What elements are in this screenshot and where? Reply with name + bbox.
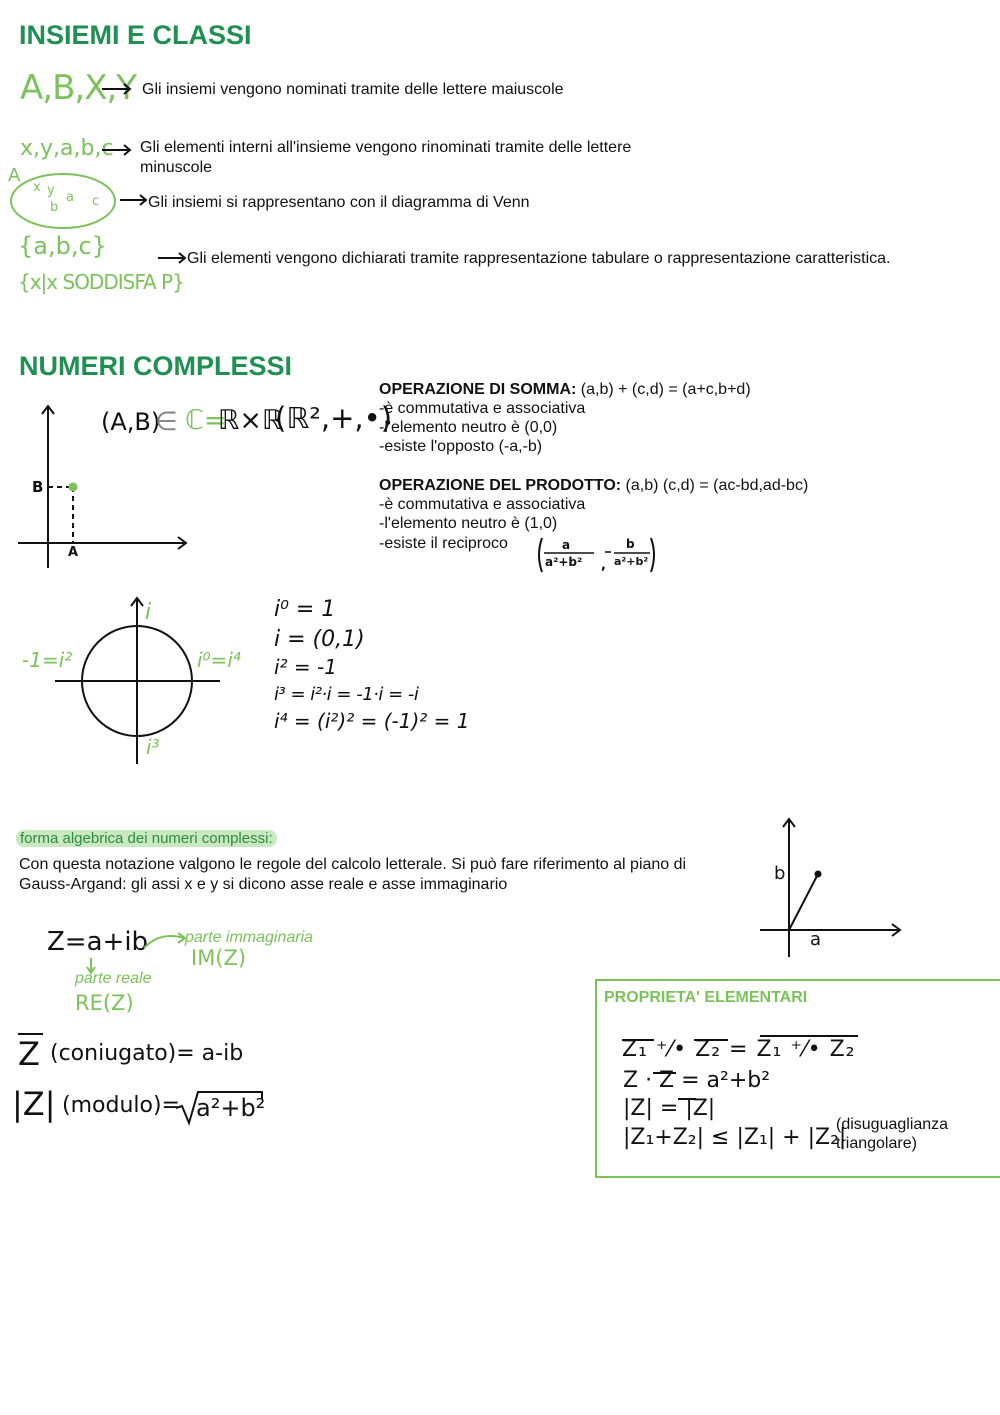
product-prop-2: -l'elemento neutro è (1,0)	[379, 515, 558, 532]
gauss-label-a: a	[810, 929, 822, 950]
power-i1: i = (0,1)	[274, 627, 365, 652]
reciprocal-num-b: b	[626, 537, 635, 551]
arrow-icon	[102, 143, 132, 157]
algebraic-text-2: Gauss-Argand: gli assi x e y si dicono asse reale e asse immaginario	[19, 876, 508, 893]
modulus-radicand: a²+b²	[196, 1094, 266, 1122]
gauss-label-b: b	[774, 863, 786, 884]
formula-structure: (ℝ²,+,•)	[275, 401, 393, 435]
conjugate-formula: (coniugato)= a-ib	[50, 1041, 244, 1066]
venn-element-a: a	[66, 190, 74, 205]
circle-label-right: i⁰=i⁴	[197, 648, 241, 672]
sum-title: OPERAZIONE DI SOMMA:	[379, 381, 577, 398]
venn-element-c: c	[92, 194, 100, 209]
gauss-plane	[758, 815, 906, 960]
plane-label-b: B	[32, 478, 44, 496]
reciprocal-num-a: a	[562, 538, 571, 552]
venn-diagram	[10, 172, 120, 230]
venn-element-y: y	[47, 183, 55, 198]
text-lowercase-1: Gli elementi interni all'insieme vengono rinominati tramite delle lettere	[140, 139, 632, 156]
circle-label-left: -1=i²	[22, 648, 73, 672]
section-title-complex: NUMERI COMPLESSI	[19, 351, 293, 381]
circle-label-bottom: i³	[146, 735, 160, 759]
hand-characteristic: {x|x SODDISFA P}	[18, 270, 184, 294]
property-4-note-2: triangolare)	[836, 1135, 917, 1152]
formula-complex-set: ℂ=	[185, 405, 227, 436]
modulus-formula: (modulo)=	[62, 1093, 180, 1118]
property-4: |Z₁+Z₂| ≤ |Z₁| + |Z₂|	[623, 1125, 847, 1150]
property-1: Z₁ ⁺⁄• Z₂ = Z₁ ⁺⁄• Z₂	[622, 1037, 856, 1062]
sum-formula: (a,b) + (c,d) = (a+c,b+d)	[576, 381, 751, 398]
product-formula: (a,b) (c,d) = (ac-bd,ad-bc)	[621, 477, 809, 494]
reciprocal-den-b: a²+b²	[614, 555, 649, 568]
real-part-label: parte reale	[75, 970, 152, 987]
algebraic-text-1: Con questa notazione valgono le regole del calcolo letterale. Si può fare riferimento al piano di	[19, 856, 687, 873]
venn-element-b: b	[50, 200, 59, 215]
product-operation-line	[379, 476, 808, 496]
sum-prop-2: -l'elemento neutro è (0,0)	[379, 419, 558, 436]
power-i0: i⁰ = 1	[274, 597, 336, 622]
real-part-hand: RE(Z)	[75, 991, 134, 1015]
text-venn: Gli insiemi si rappresentano con il diagramma di Venn	[148, 194, 530, 211]
reciprocal-den-a: a²+b²	[545, 555, 583, 569]
property-3: |Z| = |Z|	[623, 1096, 716, 1121]
reciprocal-comma: ,	[601, 558, 606, 573]
text-representation: Gli elementi vengono dichiarati tramite rappresentazione tabulare o rappresentazione caratteristica.	[187, 250, 891, 267]
unit-circle-diagram	[50, 594, 225, 766]
text-uppercase: Gli insiemi vengono nominati tramite delle lettere maiuscole	[142, 81, 564, 98]
algebraic-heading-text: forma algebrica dei numeri complessi:	[16, 830, 277, 847]
sum-prop-3: -esiste l'opposto (-a,-b)	[379, 438, 543, 455]
z-algebraic-formula: Z=a+ib	[47, 927, 149, 957]
property-4-note-1: (disuguaglianza	[836, 1116, 949, 1133]
arrow-icon	[158, 251, 188, 265]
arrow-icon	[102, 82, 132, 96]
formula-rxr: ℝ×ℝ	[218, 405, 284, 436]
conjugate-bar	[17, 1031, 45, 1037]
annotation-arrows	[80, 926, 190, 976]
sum-operation-line	[379, 380, 751, 400]
arrow-icon	[120, 193, 150, 207]
formula-pair: (A,B)	[101, 408, 161, 436]
hand-lowercase-letters: x,y,a,b,c	[20, 136, 114, 161]
modulus-z: |Z|	[12, 1085, 56, 1123]
circle-label-top: i	[145, 600, 152, 625]
properties-title: PROPRIETA' ELEMENTARI	[604, 989, 808, 1006]
algebraic-heading	[16, 829, 277, 849]
product-prop-3: -esiste il reciproco	[379, 535, 508, 552]
hand-uppercase-letters: A,B,X,Y	[20, 68, 137, 108]
imaginary-part-hand: IM(Z)	[191, 946, 247, 970]
text-lowercase-2: minuscole	[140, 159, 213, 176]
formula-element-of: ∈	[155, 406, 178, 436]
power-i4: i⁴ = (i²)² = (-1)² = 1	[274, 709, 470, 733]
property-2: Z · Z = a²+b²	[623, 1068, 771, 1093]
conjugate-z: Z	[18, 1035, 40, 1073]
venn-set-label: A	[8, 165, 21, 186]
product-prop-1: -è commutativa e associativa	[379, 496, 586, 513]
section-title-sets: INSIEMI E CLASSI	[19, 20, 252, 50]
power-i3: i³ = i²·i = -1·i = -i	[274, 684, 419, 705]
venn-element-x: x	[33, 180, 41, 195]
plane-label-a: A	[68, 545, 79, 560]
imaginary-part-label: parte immaginaria	[185, 929, 314, 946]
power-i2: i² = -1	[274, 655, 337, 679]
hand-tabular: {a,b,c}	[18, 232, 107, 260]
sum-prop-1: -è commutativa e associativa	[379, 400, 586, 417]
product-title: OPERAZIONE DEL PRODOTTO:	[379, 477, 622, 494]
